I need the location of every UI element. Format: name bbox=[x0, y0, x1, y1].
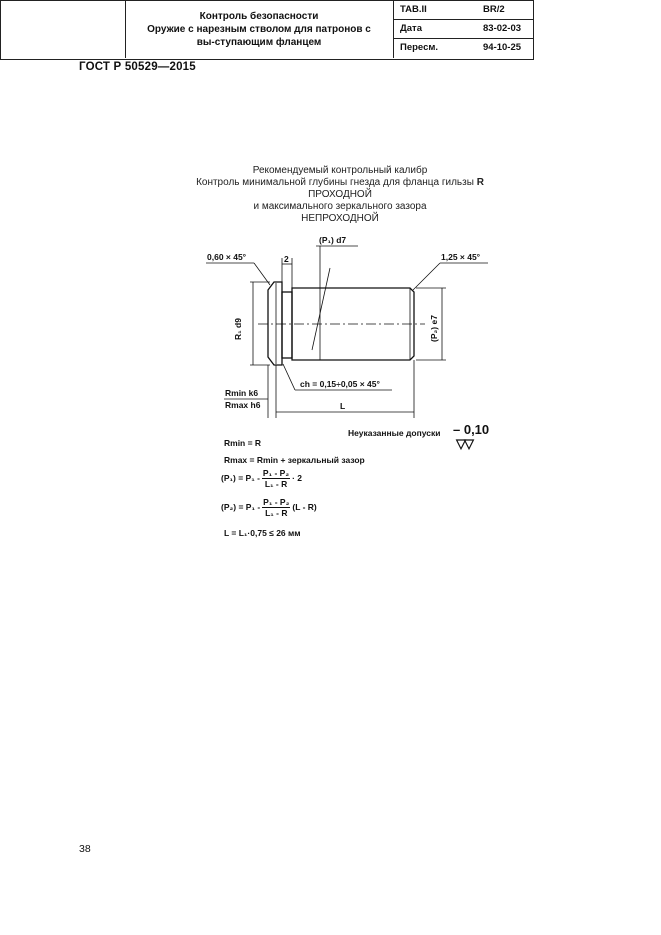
header-row-key: Дата bbox=[400, 23, 422, 34]
header-title: Контроль безопасности bbox=[199, 10, 319, 22]
header-row-value: BR/2 bbox=[483, 4, 505, 15]
header-row-value: 94-10-25 bbox=[483, 42, 522, 53]
formula-p2-lhs: (P₂) = P₁ - bbox=[221, 501, 261, 512]
formula-p2-tail: (L - R) bbox=[292, 501, 317, 512]
formula-rmin: Rmin = R bbox=[224, 438, 262, 448]
caption-line-2-bold: R bbox=[476, 177, 484, 188]
formula-p2 bbox=[221, 497, 317, 518]
dim-p2-e7: (P₂) e7 bbox=[429, 315, 439, 342]
header-row-key: Пересм. bbox=[400, 42, 439, 53]
caption-line-2-text: Контроль минимальной глубины гнезда для фланца гильзы bbox=[196, 177, 477, 188]
leader-ch: ch = 0,15÷0,05 × 45° bbox=[300, 379, 380, 389]
formula-p2-num: P₁ - P₂ bbox=[263, 497, 290, 507]
header-row-value: 83-02-03 bbox=[483, 23, 522, 34]
dim-2: 2 bbox=[284, 254, 289, 264]
leader-chamfer-left: 0,60 × 45° bbox=[207, 252, 247, 262]
tolerance-value: – 0,10 bbox=[453, 422, 490, 437]
tolerance-label: Неуказанные допуски bbox=[348, 428, 441, 438]
formula-p1 bbox=[221, 468, 302, 489]
header-row-key: TAB.II bbox=[400, 4, 427, 15]
formula-p1-den: L₁ - R bbox=[264, 479, 288, 489]
page-number: 38 bbox=[79, 843, 91, 855]
leader-chamfer-right: 1,25 × 45° bbox=[441, 252, 481, 262]
formula-rmax: Rmax = Rmin + зеркальный зазор bbox=[224, 455, 365, 465]
caption-line-1: Рекомендуемый контрольный калибр bbox=[252, 165, 428, 176]
dim-rmax-h6: Rmax h6 bbox=[225, 400, 261, 410]
formula-p2-den: L₁ - R bbox=[265, 508, 288, 518]
gauge-drawing bbox=[0, 0, 661, 460]
dim-r1-d9: R₁ d9 bbox=[233, 318, 243, 340]
formula-p1-num: P₁ - P₂ bbox=[262, 468, 290, 478]
dim-l: L bbox=[340, 401, 346, 411]
formula-p1-lhs: (P₁) = P₁ - bbox=[221, 472, 260, 483]
caption-line-4: и максимального зеркального зазора bbox=[253, 201, 427, 212]
formula-l: L = L₁·0,75 ≤ 26 мм bbox=[224, 528, 301, 538]
caption-line-5: НЕПРОХОДНОЙ bbox=[301, 213, 379, 224]
formula-p1-tail: · 2 bbox=[292, 472, 303, 483]
caption-line-3: ПРОХОДНОЙ bbox=[308, 189, 372, 200]
dim-p1-d7: (P₁) d7 bbox=[319, 235, 347, 245]
standard-title: ГОСТ Р 50529—2015 bbox=[79, 61, 196, 73]
dim-rmin-k6: Rmin k6 bbox=[225, 388, 259, 398]
flange-shape bbox=[268, 282, 282, 365]
tolerance-symbol-icon: ▽▽ bbox=[456, 436, 472, 451]
header-subtitle: Оружие с нарезным стволом для патронов с вы-ступающим фланцем bbox=[147, 23, 371, 48]
neck-shape bbox=[282, 292, 292, 358]
